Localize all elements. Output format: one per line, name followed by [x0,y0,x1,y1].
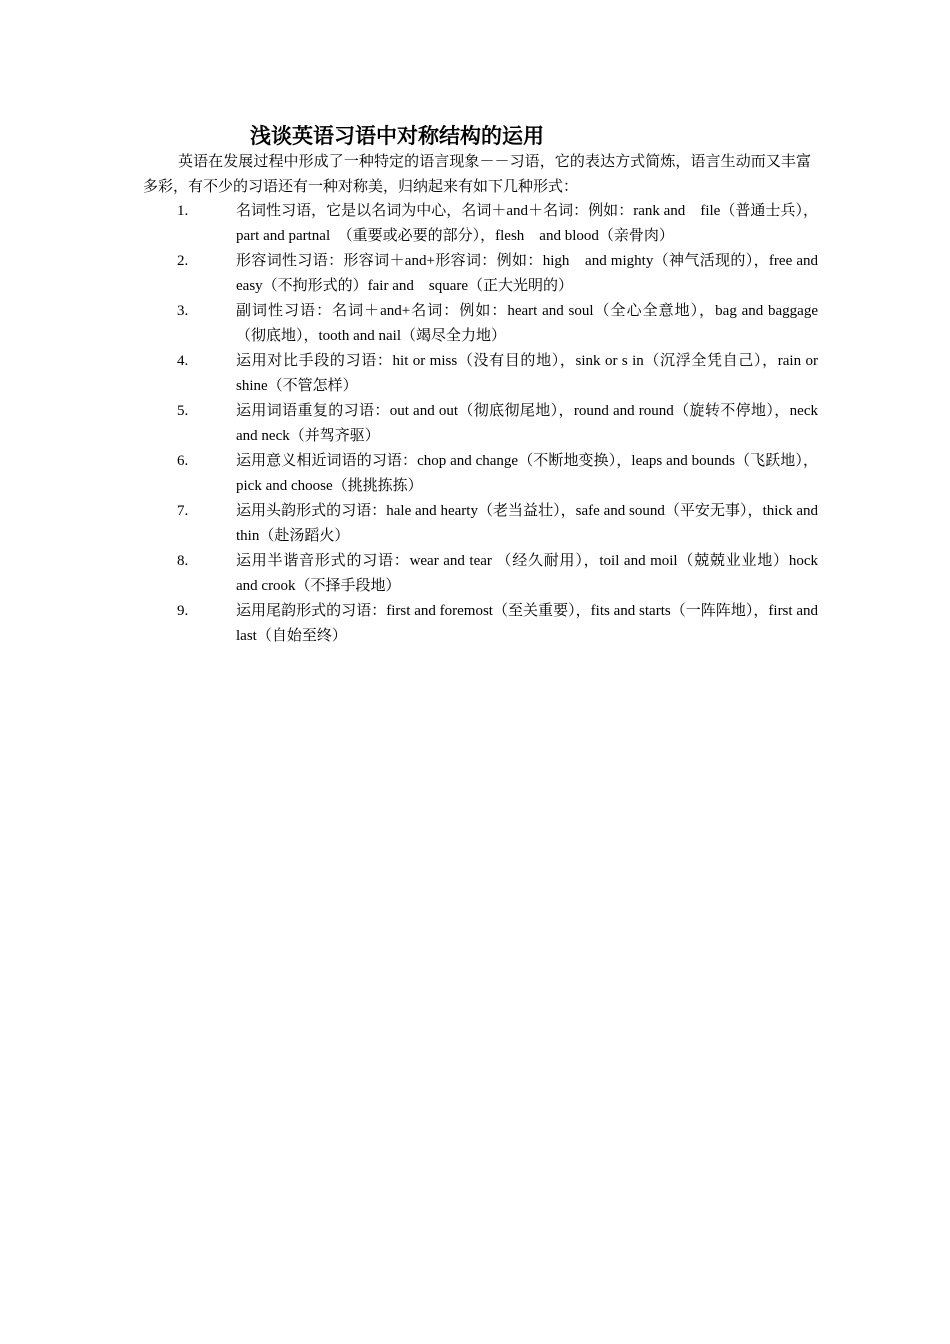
document-title: 浅谈英语习语中对称结构的运用 [250,124,544,148]
list-item-text: 形容词性习语：形容词＋and+形容词：例如：high and mighty（神气活现的），free and easy（不拘形式的）fair and square（正大光明的） [236,253,818,294]
list-item-number: 5. [177,403,189,419]
list-item [143,249,818,299]
list-item-text: 名词性习语，它是以名词为中心，名词＋and＋名词：例如：rank and file（普通士兵），part and partnal （重要或必要的部分），flesh and blood（亲骨肉） [236,203,818,244]
list-item [143,599,818,649]
list-item-number: 4. [177,353,189,369]
list-item-number: 9. [177,603,189,619]
list-item [143,549,818,599]
list-item-text: 运用半谐音形式的习语：wear and tear （经久耐用），toil and moil（兢兢业业地）hock and crook（不择手段地） [236,553,818,594]
list-item [143,399,818,449]
idiom-list [143,199,818,649]
list-item-number: 7. [177,503,189,519]
list-item [143,449,818,499]
intro-paragraph: 英语在发展过程中形成了一种特定的语言现象－－习语，它的表达方式简炼，语言生动而又丰富多彩，有不少的习语还有一种对称美，归纳起来有如下几种形式： [143,154,811,195]
list-item [143,199,818,249]
list-item-text: 运用词语重复的习语：out and out（彻底彻尾地），round and round（旋转不停地），neck and neck（并驾齐驱） [236,403,818,444]
list-item-text: 运用尾韵形式的习语：first and foremost（至关重要），fits and starts（一阵阵地），first and last（自始至终） [236,603,818,644]
list-item-number: 2. [177,253,189,269]
list-item-text: 副词性习语：名词＋and+名词：例如：heart and soul（全心全意地），bag and baggage （彻底地），tooth and nail（竭尽全力地） [236,303,818,344]
list-item-text: 运用头韵形式的习语：hale and hearty（老当益壮），safe and sound（平安无事），thick and thin（赴汤蹈火） [236,503,818,544]
list-item [143,499,818,549]
list-item [143,299,818,349]
list-item-number: 8. [177,553,189,569]
list-item [143,349,818,399]
list-item-text: 运用意义相近词语的习语：chop and change（不断地变换），leaps and bounds（飞跃地），pick and choose（挑挑拣拣） [236,453,818,494]
list-item-number: 3. [177,303,189,319]
list-item-number: 1. [177,203,189,219]
list-item-text: 运用对比手段的习语：hit or miss（没有目的地），sink or s in（沉浮全凭自己），rain or shine（不管怎样） [236,353,818,394]
list-item-number: 6. [177,453,189,469]
